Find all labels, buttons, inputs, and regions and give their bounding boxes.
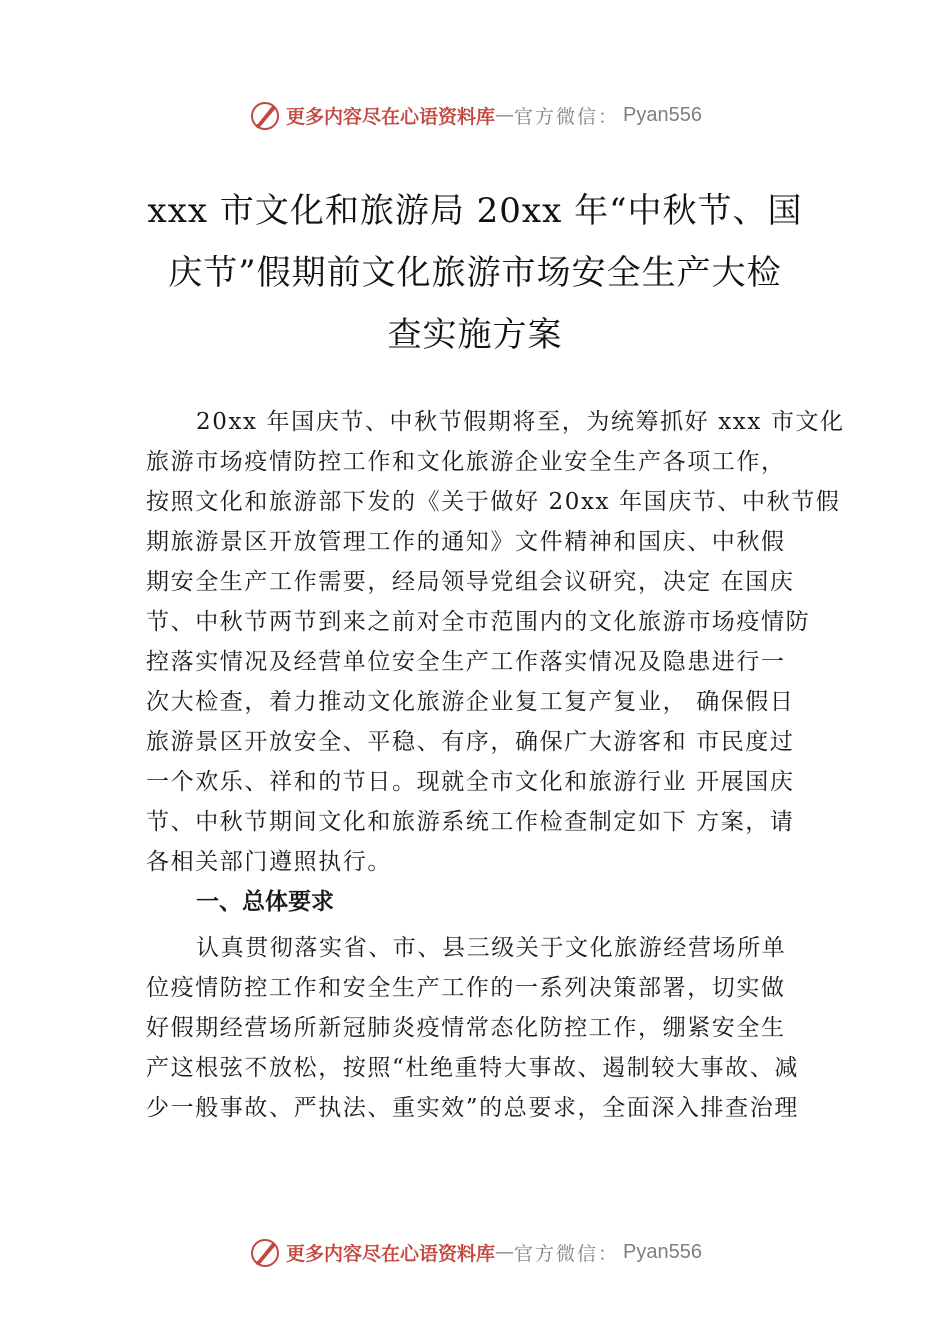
text-line: 20xx 年国庆节、中秋节假期将至，为统筹抓好 xxx 市文化 — [196, 409, 845, 435]
watermark-wechat-id: Pyan556 — [623, 103, 702, 126]
text-line: 节、中秋节期间文化和旅游系统工作检查制定如下 方案，请 — [146, 809, 795, 835]
text-line: 控落实情况及经营单位安全生产工作落实情况及隐患进行一 — [146, 649, 786, 675]
text-line: 节、中秋节两节到来之前对全市范围内的文化旅游市场疫情防 — [146, 609, 811, 635]
watermark-brand: 更多内容尽在心语资料库 — [286, 105, 496, 128]
text-line: 按照文化和旅游部下发的《关于做好 20xx 年国庆节、中秋节假 — [146, 489, 841, 515]
text-line: 期旅游景区开放管理工作的通知》文件精神和国庆、中秋假 — [146, 529, 786, 555]
header-watermark — [0, 95, 950, 135]
text-line: 一个欢乐、祥和的节日。现就全市文化和旅游行业 开展国庆 — [146, 769, 795, 795]
document-body — [146, 402, 845, 1128]
text-line: 期安全生产工作需要，经局领导党组会议研究，决定 在国庆 — [146, 569, 795, 595]
text-line: 位疫情防控工作和安全生产工作的一系列决策部署，切实做 — [146, 975, 786, 1001]
text-line: 各相关部门遵照执行。 — [146, 849, 392, 875]
text-line: 产这根弦不放松，按照“杜绝重特大事故、遏制较大事故、减 — [146, 1055, 799, 1081]
watermark-label: 官方微信： — [514, 105, 620, 128]
text-line: 旅游市场疫情防控工作和文化旅游企业安全生产各项工作， — [146, 449, 786, 475]
text-line: 旅游景区开放安全、平稳、有序，确保广大游客和 市民度过 — [146, 729, 795, 755]
text-line: 好假期经营场所新冠肺炎疫情常态化防控工作，绷紧安全生 — [146, 1015, 786, 1041]
requirements-paragraph — [146, 928, 826, 1128]
title-line: 庆节”假期前文化旅游市场安全生产大检 — [168, 253, 782, 293]
section-heading-general-requirements: 一、总体要求 — [196, 888, 334, 915]
text-line: 次大检查，着力推动文化旅游企业复工复产复业， 确保假日 — [146, 689, 795, 715]
quill-pen-logo-icon — [248, 1235, 282, 1269]
text-line: 认真贯彻落实省、市、县三级关于文化旅游经营场所单 — [196, 935, 787, 961]
intro-paragraph — [146, 402, 845, 882]
document-title — [120, 180, 830, 366]
watermark-dash: — — [495, 1241, 515, 1263]
title-line: xxx 市文化和旅游局 20xx 年“中秋节、国 — [147, 191, 803, 231]
title-line: 查实施方案 — [387, 315, 563, 355]
watermark-label: 官方微信： — [514, 1242, 620, 1265]
watermark-wechat-id: Pyan556 — [623, 1240, 702, 1263]
watermark-dash: — — [495, 104, 515, 126]
quill-pen-logo-icon — [248, 98, 282, 132]
watermark-brand: 更多内容尽在心语资料库 — [286, 1242, 496, 1265]
text-line: 少一般事故、严执法、重实效”的总要求，全面深入排查治理 — [146, 1095, 799, 1121]
footer-watermark — [0, 1232, 950, 1272]
